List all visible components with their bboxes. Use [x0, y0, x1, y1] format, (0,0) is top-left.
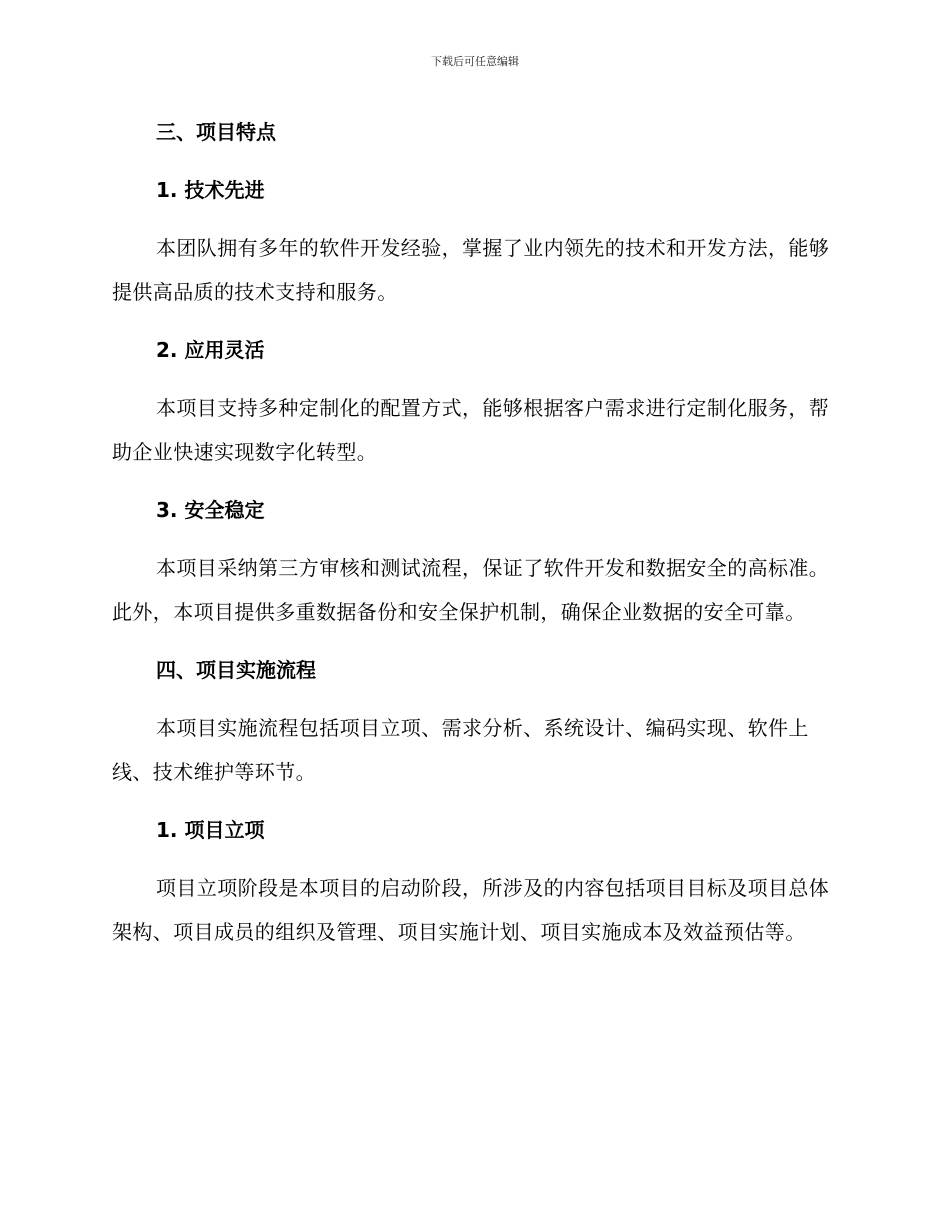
paragraph-tech-advanced: 本团队拥有多年的软件开发经验，掌握了业内领先的技术和开发方法，能够提供高品质的技术支持和服务。 — [112, 236, 830, 304]
paragraph-project-initiation: 项目立项阶段是本项目的启动阶段，所涉及的内容包括项目目标及项目总体架构、项目成员的组织及管理、项目实施计划、项目实施成本及效益预估等。 — [112, 876, 830, 944]
paragraph-security-stability: 本项目采纳第三方审核和测试流程，保证了软件开发和数据安全的高标准。此外，本项目提供多重数据备份和安全保护机制，确保企业数据的安全可靠。 — [112, 556, 830, 624]
subheading-flexible-application: 2. 应用灵活 — [156, 338, 265, 362]
subheading-project-initiation: 1. 项目立项 — [156, 818, 265, 842]
section-heading-implementation-process: 四、项目实施流程 — [156, 658, 316, 682]
paragraph-flexible-application: 本项目支持多种定制化的配置方式，能够根据客户需求进行定制化服务，帮助企业快速实现数字化转型。 — [112, 396, 830, 464]
document-body — [112, 110, 832, 968]
section-heading-features: 三、项目特点 — [156, 120, 276, 144]
subheading-tech-advanced: 1. 技术先进 — [156, 178, 265, 202]
page-header: 下载后可任意编辑 — [431, 55, 519, 68]
subheading-security-stability: 3. 安全稳定 — [156, 498, 265, 522]
paragraph-implementation-process: 本项目实施流程包括项目立项、需求分析、系统设计、编码实现、软件上线、技术维护等环节。 — [112, 716, 809, 784]
